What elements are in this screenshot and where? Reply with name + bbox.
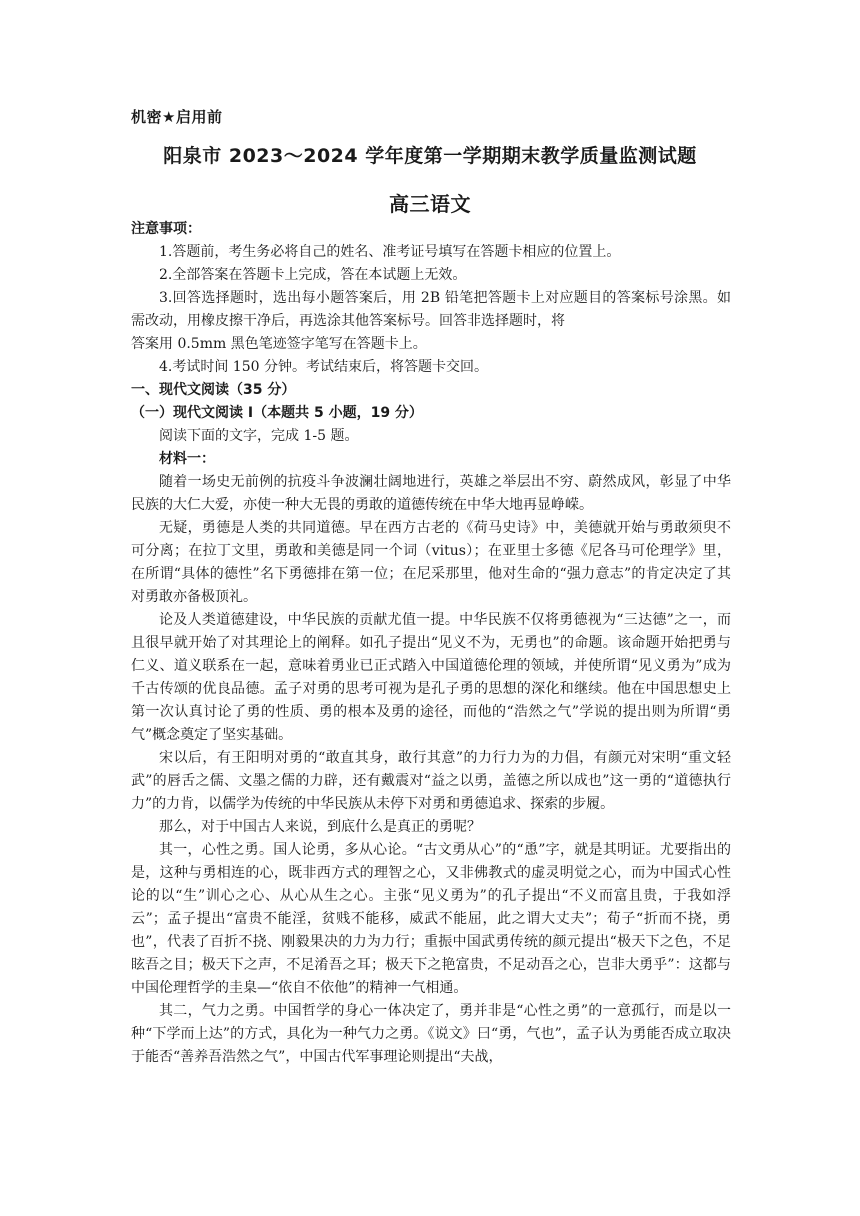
paragraph: 其一，心性之勇。国人论勇，多从心论。“古文勇从心”的“恿”字，就是其明证。尤要指出的是，这种与勇相连的心，既非西方式的理智之心，又非佛教式的虚灵明觉之心，而为中国式心性论的以“生”训心之心、从心从生之心。主张“见义勇为”的孔子提出“不义而富且贵，于我如浮云”；孟子提出“富贵不能淫，贫贱不能移，威武不能屈，此之谓大丈夫”；荀子“折而不挠，勇也”，代表了百折不挠、刚毅果决的力为力行；重振中国武勇传统的颜元提出“极天下之色，不足眩吾之目；极天下之声，不足淆吾之耳；极天下之艳富贵，不足动吾之心，岂非大勇乎”：这都与中国伦理哲学的圭臬—“依自不依他”的精神一气相通。 — [131, 842, 731, 996]
paragraph: 宋以后，有王阳明对勇的“敢直其身，敢行其意”的力行力为的力倡，有颜元对宋明“重文轻武”的唇舌之儒、文墨之儒的力辟，还有戴震对“益之以勇，盖德之所以成也”这一勇的“道德执行力”的力肯，以儒学为传统的中华民族从未停下对勇和勇德追求、探索的步履。 — [131, 750, 731, 812]
paragraph: 其二，气力之勇。中国哲学的身心一体决定了，勇并非是“心性之勇”的一意孤行，而是以一种“下学而上达”的方式，具化为一种气力之勇。《说文》曰“勇，气也”，孟子认为勇能否成立取决于能否“善养吾浩然之气”，中国古代军事理论则提出“夫战， — [131, 1003, 731, 1065]
section-title: 一、现代文阅读（35 分） — [131, 382, 296, 398]
notice-item: 2.全部答案在答题卡上完成，答在本试题上无效。 — [159, 267, 467, 283]
material-label: 材料一： — [159, 451, 215, 467]
exam-body — [131, 218, 731, 1069]
confidential-label: 机密★启用前 — [131, 108, 223, 126]
paragraph: 无疑，勇德是人类的共同道德。早在西方古老的《荷马史诗》中，美德就开始与勇敢须臾不可分离；在拉丁文里，勇敢和美德是同一个词（vitus）；在亚里士多德《尼各马可伦理学》里，在所谓“具体的德性”名下勇德排在第一位；在尼采那里，他对生命的“强力意志”的肯定决定了其对勇敢亦备极顶礼。 — [131, 520, 731, 605]
paragraph: 随着一场史无前例的抗疫斗争波澜壮阔地进行，英雄之举层出不穷、蔚然成风，彰显了中华民族的大仁大爱，亦使一种大无畏的勇敢的道德传统在中华大地再显峥嵘。 — [131, 474, 731, 513]
notice-item: 3.回答选择题时，选出每小题答案后，用 2B 铅笔把答题卡上对应题目的答案标号涂黑。如需改动，用橡皮擦干净后，再选涂其他答案标号。回答非选择题时，将 — [131, 290, 731, 329]
subsection-title: （一）现代文阅读 I（本题共 5 小题，19 分） — [131, 405, 423, 421]
paragraph: 那么，对于中国古人来说，到底什么是真正的勇呢？ — [159, 819, 481, 835]
notice-heading: 注意事项： — [131, 221, 201, 237]
notice-item: 1.答题前，考生务必将自己的姓名、准考证号填写在答题卡相应的位置上。 — [159, 244, 621, 260]
notice-item-continuation: 答案用 0.5mm 黑色笔迹签字笔写在答题卡上。 — [131, 336, 427, 352]
notice-item: 4.考试时间 150 分钟。考试结束后，将答题卡交回。 — [159, 359, 488, 375]
subject-title: 高三语文 — [389, 192, 471, 216]
paragraph: 论及人类道德建设，中华民族的贡献尤值一提。中华民族不仅将勇德视为“三达德”之一，而且很早就开始了对其理论上的阐释。如孔子提出“见义不为，无勇也”的命题。该命题开始把勇与仁义、道义联系在一起，意味着勇业已正式踏入中国道德伦理的领域，并使所谓“见义勇为”成为千古传颂的优良品德。孟子对勇的思考可视为是孔子勇的思想的深化和继续。他在中国思想史上第一次认真讨论了勇的性质、勇的根本及勇的途径，而他的“浩然之气”学说的提出则为所谓“勇气”概念奠定了坚实基础。 — [131, 612, 731, 743]
exam-title: 阳泉市 2023～2024 学年度第一学期期末教学质量监测试题 — [163, 145, 697, 167]
reading-instruction: 阅读下面的文字，完成 1-5 题。 — [159, 428, 359, 444]
